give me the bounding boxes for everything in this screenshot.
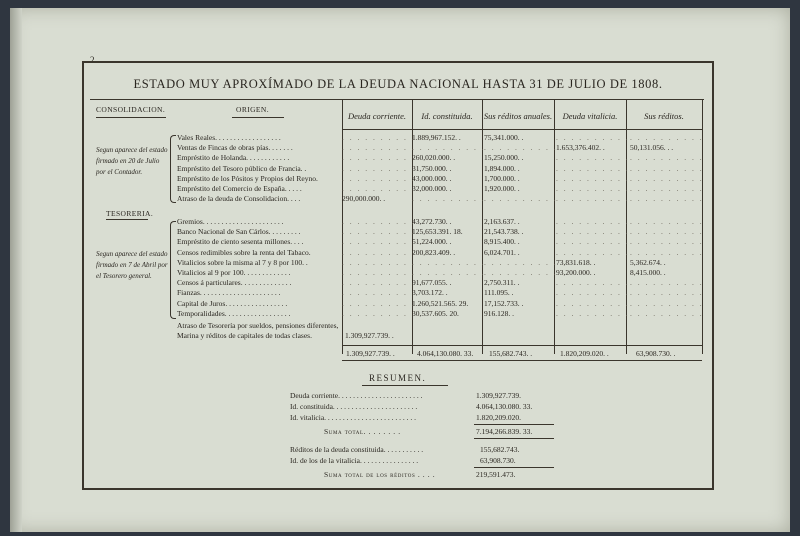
consolidacion-row-value: 260,020.000. . xyxy=(412,153,456,163)
tesoreria-row-value: . . . . . . . . . . xyxy=(556,237,630,247)
suma-total-value: 7.194,266.839. 33. xyxy=(476,427,533,436)
suma-total-label: Suma total. . . . . . . . xyxy=(324,427,401,436)
consolidacion-row-value: 1.653,376.402. . xyxy=(556,143,605,153)
tesoreria-row-value: 91,677.055. . xyxy=(412,278,452,288)
tesoreria-row-value: . . . . . . . . . . xyxy=(630,247,704,257)
table-frame xyxy=(82,61,714,490)
resumen-title: RESUMEN. xyxy=(369,373,427,383)
total-deuda-vitalicia: 1.820,209.020. . xyxy=(560,349,609,358)
rule-origen xyxy=(232,117,284,118)
resumen-line-4-label: Réditos de la deuda constituida. . . . . . . . . . . xyxy=(290,445,424,454)
tesoreria-row-value: . . . . . . . . . . xyxy=(484,268,558,277)
consolidacion-row xyxy=(177,143,707,153)
col-header-reditos-anuales: Sus réditos anuales. xyxy=(483,111,553,121)
tesoreria-row-value: . . . . . . . . . . xyxy=(556,278,630,288)
tesoreria-row-value: . . . . . . . . . . xyxy=(342,298,416,308)
header-consolidacion: CONSOLIDACION. xyxy=(96,105,166,114)
tesoreria-row xyxy=(177,278,707,288)
consolidacion-row-value: . . . . . . . . . . xyxy=(556,194,630,204)
tesoreria-row-value: 93,200.000. . xyxy=(556,268,596,277)
tesoreria-row-value: 30,537.605. 20. xyxy=(412,308,459,318)
consolidacion-row-value: 1.889,967.152. . xyxy=(412,133,461,142)
consolidacion-row-value: 15,250.000. . xyxy=(484,153,524,163)
total-deuda-corriente: 1.309,927.739. . xyxy=(346,349,395,358)
tesoreria-row-value: . . . . . . . . . . xyxy=(342,278,416,288)
consolidacion-row xyxy=(177,184,707,194)
consolidacion-row-label: Atraso de la deuda de Consolidacion. . . . xyxy=(177,194,301,204)
tesoreria-row-value: 125,653.391. 18. xyxy=(412,227,463,237)
tesoreria-row-value: . . . . . . . . . . xyxy=(630,237,704,247)
tesoreria-row-value: . . . . . . . . . . xyxy=(556,298,630,308)
consolidacion-row-value: 1,920.000. . xyxy=(484,184,520,193)
tesoreria-row-value: 2,750.311. . xyxy=(484,278,520,288)
resumen-line-1-value: 1.309,927.739. xyxy=(476,391,521,400)
resumen-line-3 xyxy=(290,413,416,422)
tesoreria-heading: TESORERIA. xyxy=(106,209,154,218)
consolidacion-row-value: . . . . . . . . . . xyxy=(630,173,704,183)
tesoreria-row-value: . . . . . . . . . . xyxy=(630,298,704,308)
tesoreria-row-label: Temporalidades. . . . . . . . . . . . . . . . . . xyxy=(177,308,291,318)
tesoreria-row-value: 111.095. . xyxy=(484,288,514,298)
consolidacion-row-value: 43,000.000. . xyxy=(412,173,452,183)
consolidacion-row xyxy=(177,133,707,143)
consolidacion-row-value: . . . . . . . . . . xyxy=(556,153,630,163)
consolidacion-row-label: Empréstito de Holanda. . . . . . . . . . . . xyxy=(177,153,290,163)
consolidacion-row-value: 31,750.000. . xyxy=(412,163,452,173)
atraso-tesoreria-label: Atraso de Tesorería por sueldos, pensiones diferentes, Marina y réditos de capitales de todas clases. xyxy=(177,321,339,340)
tesoreria-row xyxy=(177,227,707,237)
tesoreria-row-value: . . . . . . . . . . xyxy=(342,227,416,237)
tesoreria-row-value: . . . . . . . . . . xyxy=(412,257,486,267)
resumen-line-2-value: 4.064,130.080. 33. xyxy=(476,402,533,411)
resumen-line-4 xyxy=(290,445,423,454)
rule-consolidacion xyxy=(96,117,166,118)
consolidacion-row-label: Vales Reales. . . . . . . . . . . . . . . . . . xyxy=(177,133,281,142)
tesoreria-row-value: . . . . . . . . . . xyxy=(484,257,558,267)
tesoreria-row-value: 6,024.701. . xyxy=(484,247,520,257)
resumen-line-5-value: 63,908.730. xyxy=(480,456,516,465)
atraso-tesoreria-value: 1.309,927.739. . xyxy=(345,331,394,340)
tesoreria-row-label: Empréstito de ciento sesenta millones. . . . xyxy=(177,237,304,247)
tesoreria-row-value: 51,224.000. . xyxy=(412,237,452,247)
tesoreria-row-value: . . . . . . . . . . xyxy=(342,247,416,257)
total-reditos-anuales: 155,682.743. . xyxy=(489,349,533,358)
consolidacion-row-value: . . . . . . . . . . xyxy=(630,184,704,193)
consolidacion-row xyxy=(177,164,707,174)
consolidacion-row-value: . . . . . . . . . . xyxy=(342,153,416,163)
resumen-sum-rule xyxy=(474,424,554,425)
tesoreria-row-value: . . . . . . . . . . xyxy=(342,257,416,267)
tesoreria-row-label: Gremios. . . . . . . . . . . . . . . . . . . . . . xyxy=(177,217,284,226)
tesoreria-row xyxy=(177,309,707,319)
resumen-line-5-label: Id. de los de la vitalicia. . . . . . . . . . . . . . . . xyxy=(290,456,419,465)
consolidacion-row-value: . . . . . . . . . . xyxy=(342,163,416,173)
page-title: ESTADO MUY APROXÍMADO DE LA DEUDA NACIONAL HASTA 31 DE JULIO DE 1808. xyxy=(133,77,663,91)
consolidacion-row-value: . . . . . . . . . . xyxy=(630,194,704,204)
col-header-sus-reditos: Sus réditos. xyxy=(644,111,684,121)
consolidacion-row-value: . . . . . . . . . . xyxy=(630,163,704,173)
tesoreria-row-value: . . . . . . . . . . xyxy=(630,217,704,226)
tesoreria-row-value: 43,272.730. . xyxy=(412,217,452,226)
tesoreria-row-label: Banco Nacional de San Cárlos. . . . . . . . . xyxy=(177,227,301,237)
consolidacion-row-value: 50,131.056. . . xyxy=(630,143,674,153)
document-page xyxy=(10,8,790,532)
consolidacion-row-value: . . . . . . . . . . xyxy=(342,173,416,183)
consolidacion-row-value: . . . . . . . . . . xyxy=(630,153,704,163)
tesoreria-row-value: 2,163.637. . xyxy=(484,217,520,226)
tesoreria-row-value: 73,831.618. . xyxy=(556,257,596,267)
tesoreria-row-value: . . . . . . . . . . xyxy=(342,237,416,247)
consolidacion-row-value: 290,000.000. . xyxy=(342,194,386,204)
consolidacion-brace xyxy=(170,135,176,203)
tesoreria-row-value: . . . . . . . . . . xyxy=(556,217,630,226)
tesoreria-row-label: Censos á particulares. . . . . . . . . . . . . . xyxy=(177,278,292,288)
consolidacion-row-label: Empréstito de los Pósitos y Propios del Reyno. xyxy=(177,173,318,183)
consolidacion-row-label: Ventas de Fincas de obras pías. . . . . . . xyxy=(177,143,293,153)
tesoreria-row xyxy=(177,237,707,247)
tesoreria-row xyxy=(177,248,707,258)
tesoreria-row-value: . . . . . . . . . . xyxy=(342,308,416,318)
consolidacion-row-value: . . . . . . . . . . xyxy=(556,133,630,142)
totals-bottom-rule xyxy=(342,360,702,361)
resumen-sum-bottom-rule xyxy=(474,438,554,439)
tesoreria-row-value: . . . . . . . . . . xyxy=(556,227,630,237)
tesoreria-row-value: 3,703.172. . xyxy=(412,288,448,298)
consolidacion-row xyxy=(177,174,707,184)
consolidacion-row-value: . . . . . . . . . . xyxy=(556,163,630,173)
tesoreria-row-value: 8,915.400. . xyxy=(484,237,520,247)
tesoreria-row-value: 17,152.733. . xyxy=(484,298,524,308)
col-header-deuda-corriente: Deuda corriente. xyxy=(347,111,407,121)
atraso-tesoreria-row xyxy=(177,331,707,341)
rule-tesoreria xyxy=(106,219,148,220)
consolidacion-row-value: . . . . . . . . . . xyxy=(484,194,558,204)
col-header-constituida: Id. constituida. xyxy=(421,111,473,121)
title-rule xyxy=(90,99,704,100)
resumen-line-3-value: 1.820,209.020. xyxy=(476,413,521,422)
consolidacion-row-value: . . . . . . . . . . xyxy=(412,194,486,204)
consolidacion-row-value: 32,000.000. . xyxy=(412,184,452,193)
tesoreria-row-value: 8,415.000. . xyxy=(630,268,666,277)
suma-reditos-label: Suma total de los réditos . . . . xyxy=(324,470,436,479)
consolidacion-row-label: Empréstito del Tesoro público de Francia. . xyxy=(177,163,307,173)
col-header-deuda-vitalicia: Deuda vitalicia. xyxy=(562,111,618,121)
tesoreria-row-value: . . . . . . . . . . xyxy=(556,308,630,318)
consolidacion-row-label: Empréstito del Comercio de España. . . . . xyxy=(177,184,302,193)
tesoreria-row-label: Vitalicios al 9 por 100. . . . . . . . . . . . . xyxy=(177,268,291,277)
tesoreria-row xyxy=(177,258,707,268)
resumen-line-2-label: Id. constituida. . . . . . . . . . . . . . . . . . . . . . . xyxy=(290,402,418,411)
resumen-line-5 xyxy=(290,456,418,465)
tesoreria-row-value: . . . . . . . . . . xyxy=(342,268,416,277)
consolidacion-row-value: . . . . . . . . . . xyxy=(342,133,416,142)
consolidacion-row-value: . . . . . . . . . . xyxy=(630,133,704,142)
tesoreria-row-value: 916.128. . xyxy=(484,308,514,318)
tesoreria-row-value: 21,543.738. . xyxy=(484,227,524,237)
page-number: 2 xyxy=(90,55,95,65)
resumen-line-4-value: 155,682.743. xyxy=(480,445,520,454)
tesoreria-row-value: . . . . . . . . . . xyxy=(412,268,486,277)
total-sus-reditos: 63,908.730. . xyxy=(636,349,676,358)
tesoreria-row-value: . . . . . . . . . . xyxy=(342,288,416,298)
consolidacion-row-value: . . . . . . . . . . xyxy=(342,184,416,193)
consolidacion-row xyxy=(177,153,707,163)
tesoreria-row-value: . . . . . . . . . . xyxy=(630,288,704,298)
suma-reditos-value: 219,591.473. xyxy=(476,470,516,479)
resumen-rule xyxy=(362,385,448,386)
consolidacion-row-value: 1,894.000. . xyxy=(484,163,520,173)
tesoreria-row-label: Censos redimibles sobre la renta del Tabaco. xyxy=(177,247,311,257)
consolidacion-row-value: . . . . . . . . . . xyxy=(342,143,416,153)
tesoreria-row-label: Fianzas. . . . . . . . . . . . . . . . . . . . . . xyxy=(177,288,281,298)
tesoreria-row-label: Capital de Juros. . . . . . . . . . . . . . . . . xyxy=(177,298,288,308)
tesoreria-row-value: . . . . . . . . . . xyxy=(556,247,630,257)
resumen-line-1 xyxy=(290,391,422,400)
tesoreria-row-label: Vitalicios sobre la misma al 7 y 8 por 100. . xyxy=(177,257,308,267)
tesoreria-row xyxy=(177,217,707,227)
tesoreria-row-value: 1.260,521.565. 29. xyxy=(412,298,469,308)
tesoreria-row-value: . . . . . . . . . . xyxy=(630,308,704,318)
tesoreria-row-value: . . . . . . . . . . xyxy=(630,227,704,237)
consolidacion-row-value: . . . . . . . . . . xyxy=(556,173,630,183)
consolidacion-note: Segun aparece del estado firmado en 20 de Julio por el Contador. xyxy=(96,146,168,176)
total-constituida: 4.064,130.080. 33. xyxy=(417,349,474,358)
tesoreria-note: Segun aparece del estado firmado en 7 de Abril por el Tesorero general. xyxy=(96,250,168,280)
tesoreria-row xyxy=(177,268,707,278)
consolidacion-row-value: . . . . . . . . . . xyxy=(412,143,486,153)
tesoreria-row xyxy=(177,299,707,309)
consolidacion-row-value: . . . . . . . . . . xyxy=(484,143,558,153)
header-origen: ORIGEN. xyxy=(236,105,270,114)
tesoreria-row-value: . . . . . . . . . . xyxy=(630,278,704,288)
consolidacion-row-value: . . . . . . . . . . xyxy=(556,184,630,193)
resumen-line-2 xyxy=(290,402,417,411)
consolidacion-row xyxy=(177,194,707,204)
consolidacion-row-value: 75,341.000. . xyxy=(484,133,524,142)
resumen-line-1-label: Deuda corriente. . . . . . . . . . . . . . . . . . . . . . . xyxy=(290,391,423,400)
tesoreria-brace xyxy=(170,221,176,319)
resumen-line-3-label: Id. vitalicia. . . . . . . . . . . . . . . . . . . . . . . . . xyxy=(290,413,417,422)
tesoreria-row-value: . . . . . . . . . . xyxy=(342,217,416,226)
tesoreria-row-value: 5,362.674. . xyxy=(630,257,666,267)
book-spine xyxy=(10,8,22,532)
tesoreria-row xyxy=(177,288,707,298)
tesoreria-row-value: . . . . . . . . . . xyxy=(556,288,630,298)
tesoreria-row-value: 200,823.409. . xyxy=(412,247,456,257)
consolidacion-row-value: 1,700.000. . xyxy=(484,173,520,183)
reditos-sum-rule xyxy=(474,467,554,468)
header-bottom-rule xyxy=(342,129,702,130)
totals-rule xyxy=(342,345,702,346)
